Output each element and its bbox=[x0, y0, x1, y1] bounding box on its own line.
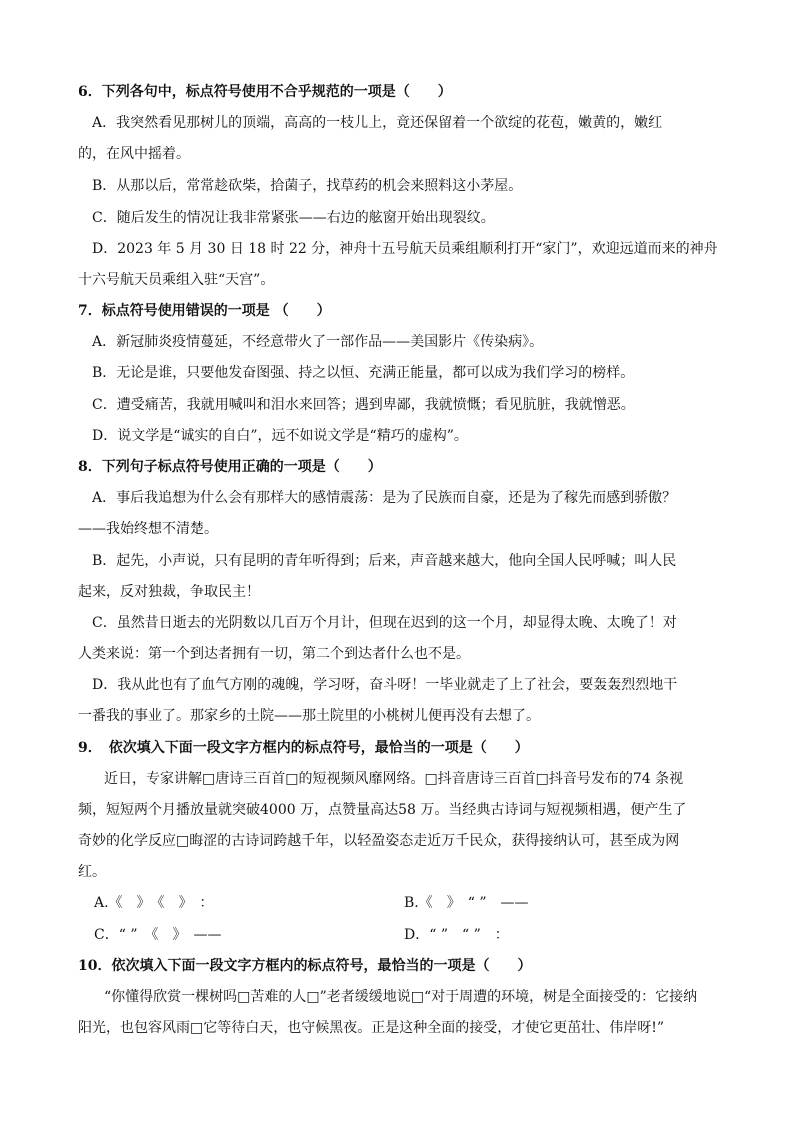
question-10-stem: 10．依次填入下面一段文字方框内的标点符号，最恰当的一项是（ ） bbox=[78, 958, 532, 974]
question-9-stem: 9． 依次填入下面一段文字方框内的标点符号，最恰当的一项是（ ） bbox=[78, 740, 529, 756]
question-7-option-a: A．新冠肺炎疫情蔓延，不经意带火了一部作品——美国影片《传染病》。 bbox=[92, 334, 544, 350]
question-7-option-d: D．说文学是“诚实的自白”，远不如说文学是“精巧的虚构”。 bbox=[92, 428, 468, 444]
question-8-option-c: C．虽然昔日逝去的光阴数以几百万个月计，但现在迟到的这一个月，却显得太晚、太晚了！对 bbox=[92, 615, 677, 631]
question-6-option-c: C．随后发生的情况让我非常紧张——右边的舷窗开始出现裂纹。 bbox=[92, 210, 495, 226]
question-8-option-a-cont: ——我始终想不清楚。 bbox=[78, 521, 218, 537]
question-9-option-b: B.《 》 “ ” —— bbox=[404, 895, 529, 911]
question-8-option-c-cont: 人类来说：第一个到达者拥有一切，第二个到达者什么也不是。 bbox=[78, 646, 470, 662]
question-8-option-b-cont: 起来，反对独裁，争取民主！ bbox=[78, 584, 260, 600]
question-7-option-b: B．无论是谁，只要他发奋图强、持之以恒、充满正能量，都可以成为我们学习的榜样。 bbox=[92, 365, 635, 381]
question-9-option-c: C．“ ” 《 》 —— bbox=[94, 927, 222, 943]
question-9-passage-line-3: 奇妙的化学反应□晦涩的古诗词跨越千年，以轻盈姿态走近万千民众，获得接纳认可，甚至成为网 bbox=[78, 833, 680, 849]
question-6-option-a: A．我突然看见那树儿的顶端，高高的一枝儿上，竟还保留着一个欲绽的花苞，嫩黄的，嫩红 bbox=[92, 115, 663, 131]
question-6-option-b: B．从那以后，常常趁砍柴，拾菌子，找草药的机会来照料这小茅屋。 bbox=[92, 178, 523, 194]
question-9-option-d: D．“ ” “ ” ： bbox=[404, 927, 509, 943]
question-10-passage-line-2: 阳光，也包容风雨□它等待白天，也守候黑夜。正是这种全面的接受，才使它更茁壮、伟岸呀!” bbox=[78, 1020, 665, 1036]
question-8-option-a: A．事后我追想为什么会有那样大的感情震荡：是为了民族而自豪，还是为了稼先而感到骄傲？ bbox=[92, 490, 677, 506]
question-8-option-d-cont: 一番我的事业了。那家乡的土院——那土院里的小桃树儿便再没有去想了。 bbox=[78, 708, 540, 724]
question-10-passage-line-1: “你懂得欣赏一棵树吗□苦难的人□”老者缓缓地说□“对于周遭的环境，树是全面接受的：它接纳 bbox=[104, 989, 698, 1005]
question-9-option-a: A.《 》 《 》 ： bbox=[94, 895, 214, 911]
question-7-option-c: C．遭受痛苦，我就用喊叫和泪水来回答；遇到卑鄙，我就愤慨；看见肮脏，我就憎恶。 bbox=[92, 397, 635, 413]
question-9-passage-line-2: 频，短短两个月播放量就突破4000 万，点赞量高达58 万。当经典古诗词与短视频相遇，便产生了 bbox=[78, 802, 687, 818]
question-9-passage-line-4: 红。 bbox=[78, 864, 106, 880]
question-6-stem: 6．下列各句中，标点符号使用不合乎规范的一项是（ ） bbox=[78, 84, 452, 100]
question-9-passage-line-1: 近日，专家讲解□唐诗三百首□的短视频风靡网络。□抖音唐诗三百首□抖音号发布的74 条视 bbox=[104, 771, 684, 787]
question-6-option-a-cont: 的，在风中摇着。 bbox=[78, 146, 190, 162]
question-7-stem: 7．标点符号使用错误的一项是 （ ） bbox=[78, 303, 331, 319]
question-6-option-d: D．2023 年 5 月 30 日 18 时 22 分，神舟十五号航天员乘组顺利打开“家门”，欢迎远道而来的神舟 bbox=[92, 241, 718, 257]
question-6-option-d-cont: 十六号航天员乘组入驻“天宫”。 bbox=[78, 272, 275, 288]
question-8-option-b: B．起先，小声说，只有昆明的青年听得到；后来，声音越来越大，他向全国人民呼喊；叫人民 bbox=[92, 553, 677, 569]
question-8-option-d: D．我从此也有了血气方刚的魂魄，学习呀，奋斗呀！一毕业就走了上了社会，要轰轰烈烈地干 bbox=[92, 677, 678, 693]
question-8-stem: 8．下列句子标点符号使用正确的一项是（ ） bbox=[78, 459, 382, 475]
